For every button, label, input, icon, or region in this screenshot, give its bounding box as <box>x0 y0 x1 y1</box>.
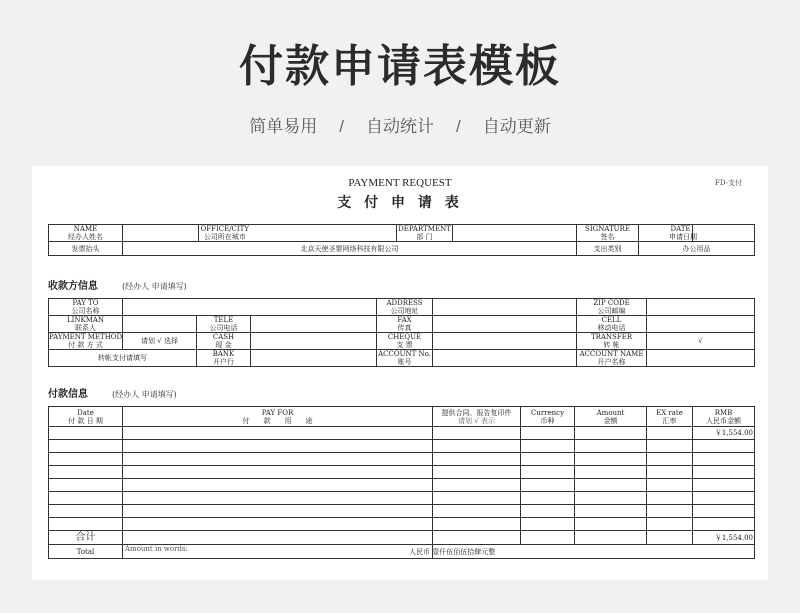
office-field[interactable] <box>251 225 397 242</box>
account-name-field[interactable] <box>647 350 755 367</box>
payment-request-form <box>32 166 768 580</box>
payee-section-title: 收款方信息 (经办人 申请填写) <box>48 281 187 292</box>
exrate-cell[interactable] <box>647 453 693 466</box>
account-no-label: ACCOUNT No. 账号 <box>378 350 431 366</box>
pay-date-header: Date 付 款 日 期 <box>49 407 123 427</box>
table-row <box>49 466 755 479</box>
table-row <box>49 440 755 453</box>
currency-cell[interactable] <box>521 505 575 518</box>
cell-field[interactable] <box>647 316 755 333</box>
subtotal-label: 合计 <box>49 531 123 545</box>
exrate-cell[interactable] <box>647 479 693 492</box>
form-title-en: PAYMENT REQUEST <box>348 177 452 189</box>
rmb-cell[interactable]: ￥1,554.00 <box>693 427 755 440</box>
payment-method-label: PAYMENT METHOD 付 款 方 式 <box>49 333 123 349</box>
office-label: OFFICE/CITY 公司所在城市 <box>199 225 251 242</box>
amount-cell[interactable] <box>575 427 647 440</box>
applicant-table <box>48 224 755 256</box>
date-field[interactable] <box>693 225 755 242</box>
amount-cell[interactable] <box>575 505 647 518</box>
cash-label: CASH 现 金 <box>197 333 251 350</box>
invoice-title-value[interactable]: 北京天使圣婴网络科技有限公司 <box>123 242 577 256</box>
amount-in-words-value: 人民币 壹仟伍佰伍拾肆元整 <box>409 545 731 559</box>
fax-field[interactable] <box>433 316 577 333</box>
date-cell[interactable] <box>49 492 123 505</box>
subtotal-rmb: ￥1,554.00 <box>693 531 755 545</box>
department-label: DEPARTMENT 部 门 <box>398 225 451 241</box>
payfor-cell[interactable] <box>123 427 433 440</box>
payment-section-note: (经办人 申请填写) <box>112 390 177 399</box>
invoice-title-label: 发票抬头 <box>49 242 123 256</box>
tag-auto-stat: 自动统计 <box>366 117 434 136</box>
payment-table <box>48 406 755 559</box>
fax-label: FAX 传真 <box>377 316 433 333</box>
contract-header: 提供合同、报告复印件 请划 √ 表示 <box>433 407 521 427</box>
rmb-cell[interactable] <box>693 492 755 505</box>
tag-easy: 简单易用 <box>249 117 318 136</box>
exrate-header: EX rate 汇率 <box>647 407 693 427</box>
form-code: FD-支付 <box>715 179 742 187</box>
address-label: ADDRESS 公司地址 <box>377 299 433 316</box>
rmb-cell[interactable] <box>693 518 755 531</box>
exrate-cell[interactable] <box>647 466 693 479</box>
date-cell[interactable] <box>49 505 123 518</box>
contract-cell[interactable] <box>433 505 521 518</box>
feature-tags <box>0 112 800 137</box>
account-no-field[interactable] <box>433 350 577 367</box>
rmb-cell[interactable] <box>693 466 755 479</box>
page-title: 付款申请表模板 <box>239 42 561 91</box>
currency-cell[interactable] <box>521 479 575 492</box>
contract-cell[interactable] <box>433 466 521 479</box>
transfer-note: 转帐支付请填写 <box>49 350 197 367</box>
cheque-label: CHEQUE 支 票 <box>377 333 433 350</box>
contract-cell[interactable] <box>433 453 521 466</box>
payment-section-title: 付款信息 (经办人 申请填写) <box>48 389 177 400</box>
amount-cell[interactable] <box>575 440 647 453</box>
exrate-cell[interactable] <box>647 492 693 505</box>
payto-field[interactable] <box>123 299 377 316</box>
tele-field[interactable] <box>251 316 377 333</box>
amount-in-words-label: Amount in words: <box>123 545 433 559</box>
payfor-cell[interactable] <box>123 479 433 492</box>
cheque-checkbox[interactable] <box>433 333 577 350</box>
table-row <box>49 427 755 440</box>
account-name-label: ACCOUNT NAME 开户名称 <box>577 350 647 367</box>
form-title-zh: 支 付 申 请 表 <box>337 195 463 211</box>
payfor-cell[interactable] <box>123 505 433 518</box>
name-label: NAME 经办人姓名 <box>49 225 123 242</box>
payfor-cell[interactable] <box>123 466 433 479</box>
tag-separator: / <box>339 117 344 136</box>
exrate-cell[interactable] <box>647 518 693 531</box>
contract-cell[interactable] <box>433 427 521 440</box>
tag-separator: / <box>456 117 461 136</box>
amount-header: Amount 金额 <box>575 407 647 427</box>
payfor-cell[interactable] <box>123 518 433 531</box>
linkman-field[interactable] <box>123 316 197 333</box>
rmb-cell[interactable] <box>693 505 755 518</box>
payfor-cell[interactable] <box>123 492 433 505</box>
currency-cell[interactable] <box>521 492 575 505</box>
total-label: Total <box>49 545 123 559</box>
tag-auto-update: 自动更新 <box>482 117 551 136</box>
date-cell[interactable] <box>49 440 123 453</box>
bank-field[interactable] <box>251 350 377 367</box>
table-row <box>49 505 755 518</box>
table-row <box>49 518 755 531</box>
payee-section-note: (经办人 申请填写) <box>122 282 187 291</box>
contract-cell[interactable] <box>433 440 521 453</box>
rmb-header: RMB 人民币金额 <box>693 407 755 427</box>
department-field[interactable] <box>453 225 577 242</box>
cell-label: CELL 移动电话 <box>577 316 647 333</box>
amount-cell[interactable] <box>575 518 647 531</box>
currency-header: Currency 币种 <box>521 407 575 427</box>
rmb-cell[interactable] <box>693 479 755 492</box>
amount-cell[interactable] <box>575 453 647 466</box>
payto-label: PAY TO 公司名称 <box>49 299 123 316</box>
transfer-checkbox[interactable]: √ <box>647 333 755 350</box>
currency-cell[interactable] <box>521 440 575 453</box>
currency-cell[interactable] <box>521 427 575 440</box>
payment-method-hint: 请划 √ 选择 <box>123 333 197 350</box>
amount-cell[interactable] <box>575 466 647 479</box>
table-row <box>49 453 755 466</box>
date-cell[interactable] <box>49 479 123 492</box>
category-value[interactable]: 办公用品 <box>639 242 755 256</box>
rmb-cell[interactable] <box>693 453 755 466</box>
payfor-cell[interactable] <box>123 440 433 453</box>
linkman-label: LINKMAN 联系人 <box>49 316 123 333</box>
zip-label: ZIP CODE 公司邮编 <box>577 299 647 316</box>
date-cell[interactable] <box>49 518 123 531</box>
date-label: DATE 申请日期 <box>639 225 693 242</box>
tele-label: TELE 公司电话 <box>197 316 251 333</box>
signature-label: SIGNATURE 签名 <box>577 225 639 242</box>
date-cell[interactable] <box>49 453 123 466</box>
exrate-cell[interactable] <box>647 427 693 440</box>
date-cell[interactable] <box>49 427 123 440</box>
bank-label: BANK 开户行 <box>197 350 251 367</box>
contract-cell[interactable] <box>433 518 521 531</box>
category-label: 支出类别 <box>577 242 639 256</box>
name-field[interactable] <box>123 225 199 242</box>
contract-cell[interactable] <box>433 492 521 505</box>
pay-for-header: PAY FOR 付 款 用 途 <box>123 407 433 427</box>
address-field[interactable] <box>433 299 577 316</box>
rmb-cell[interactable] <box>693 440 755 453</box>
cash-checkbox[interactable] <box>251 333 377 350</box>
table-row <box>49 479 755 492</box>
currency-cell[interactable] <box>521 466 575 479</box>
exrate-cell[interactable] <box>647 505 693 518</box>
amount-cell[interactable] <box>575 492 647 505</box>
contract-cell[interactable] <box>433 479 521 492</box>
amount-cell[interactable] <box>575 479 647 492</box>
currency-cell[interactable] <box>521 518 575 531</box>
payfor-cell[interactable] <box>123 453 433 466</box>
exrate-cell[interactable] <box>647 440 693 453</box>
currency-cell[interactable] <box>521 453 575 466</box>
table-row <box>49 492 755 505</box>
date-cell[interactable] <box>49 466 123 479</box>
transfer-label: TRANSFER 转 帐 <box>577 333 647 350</box>
payee-table <box>48 298 755 367</box>
zip-field[interactable] <box>647 299 755 316</box>
